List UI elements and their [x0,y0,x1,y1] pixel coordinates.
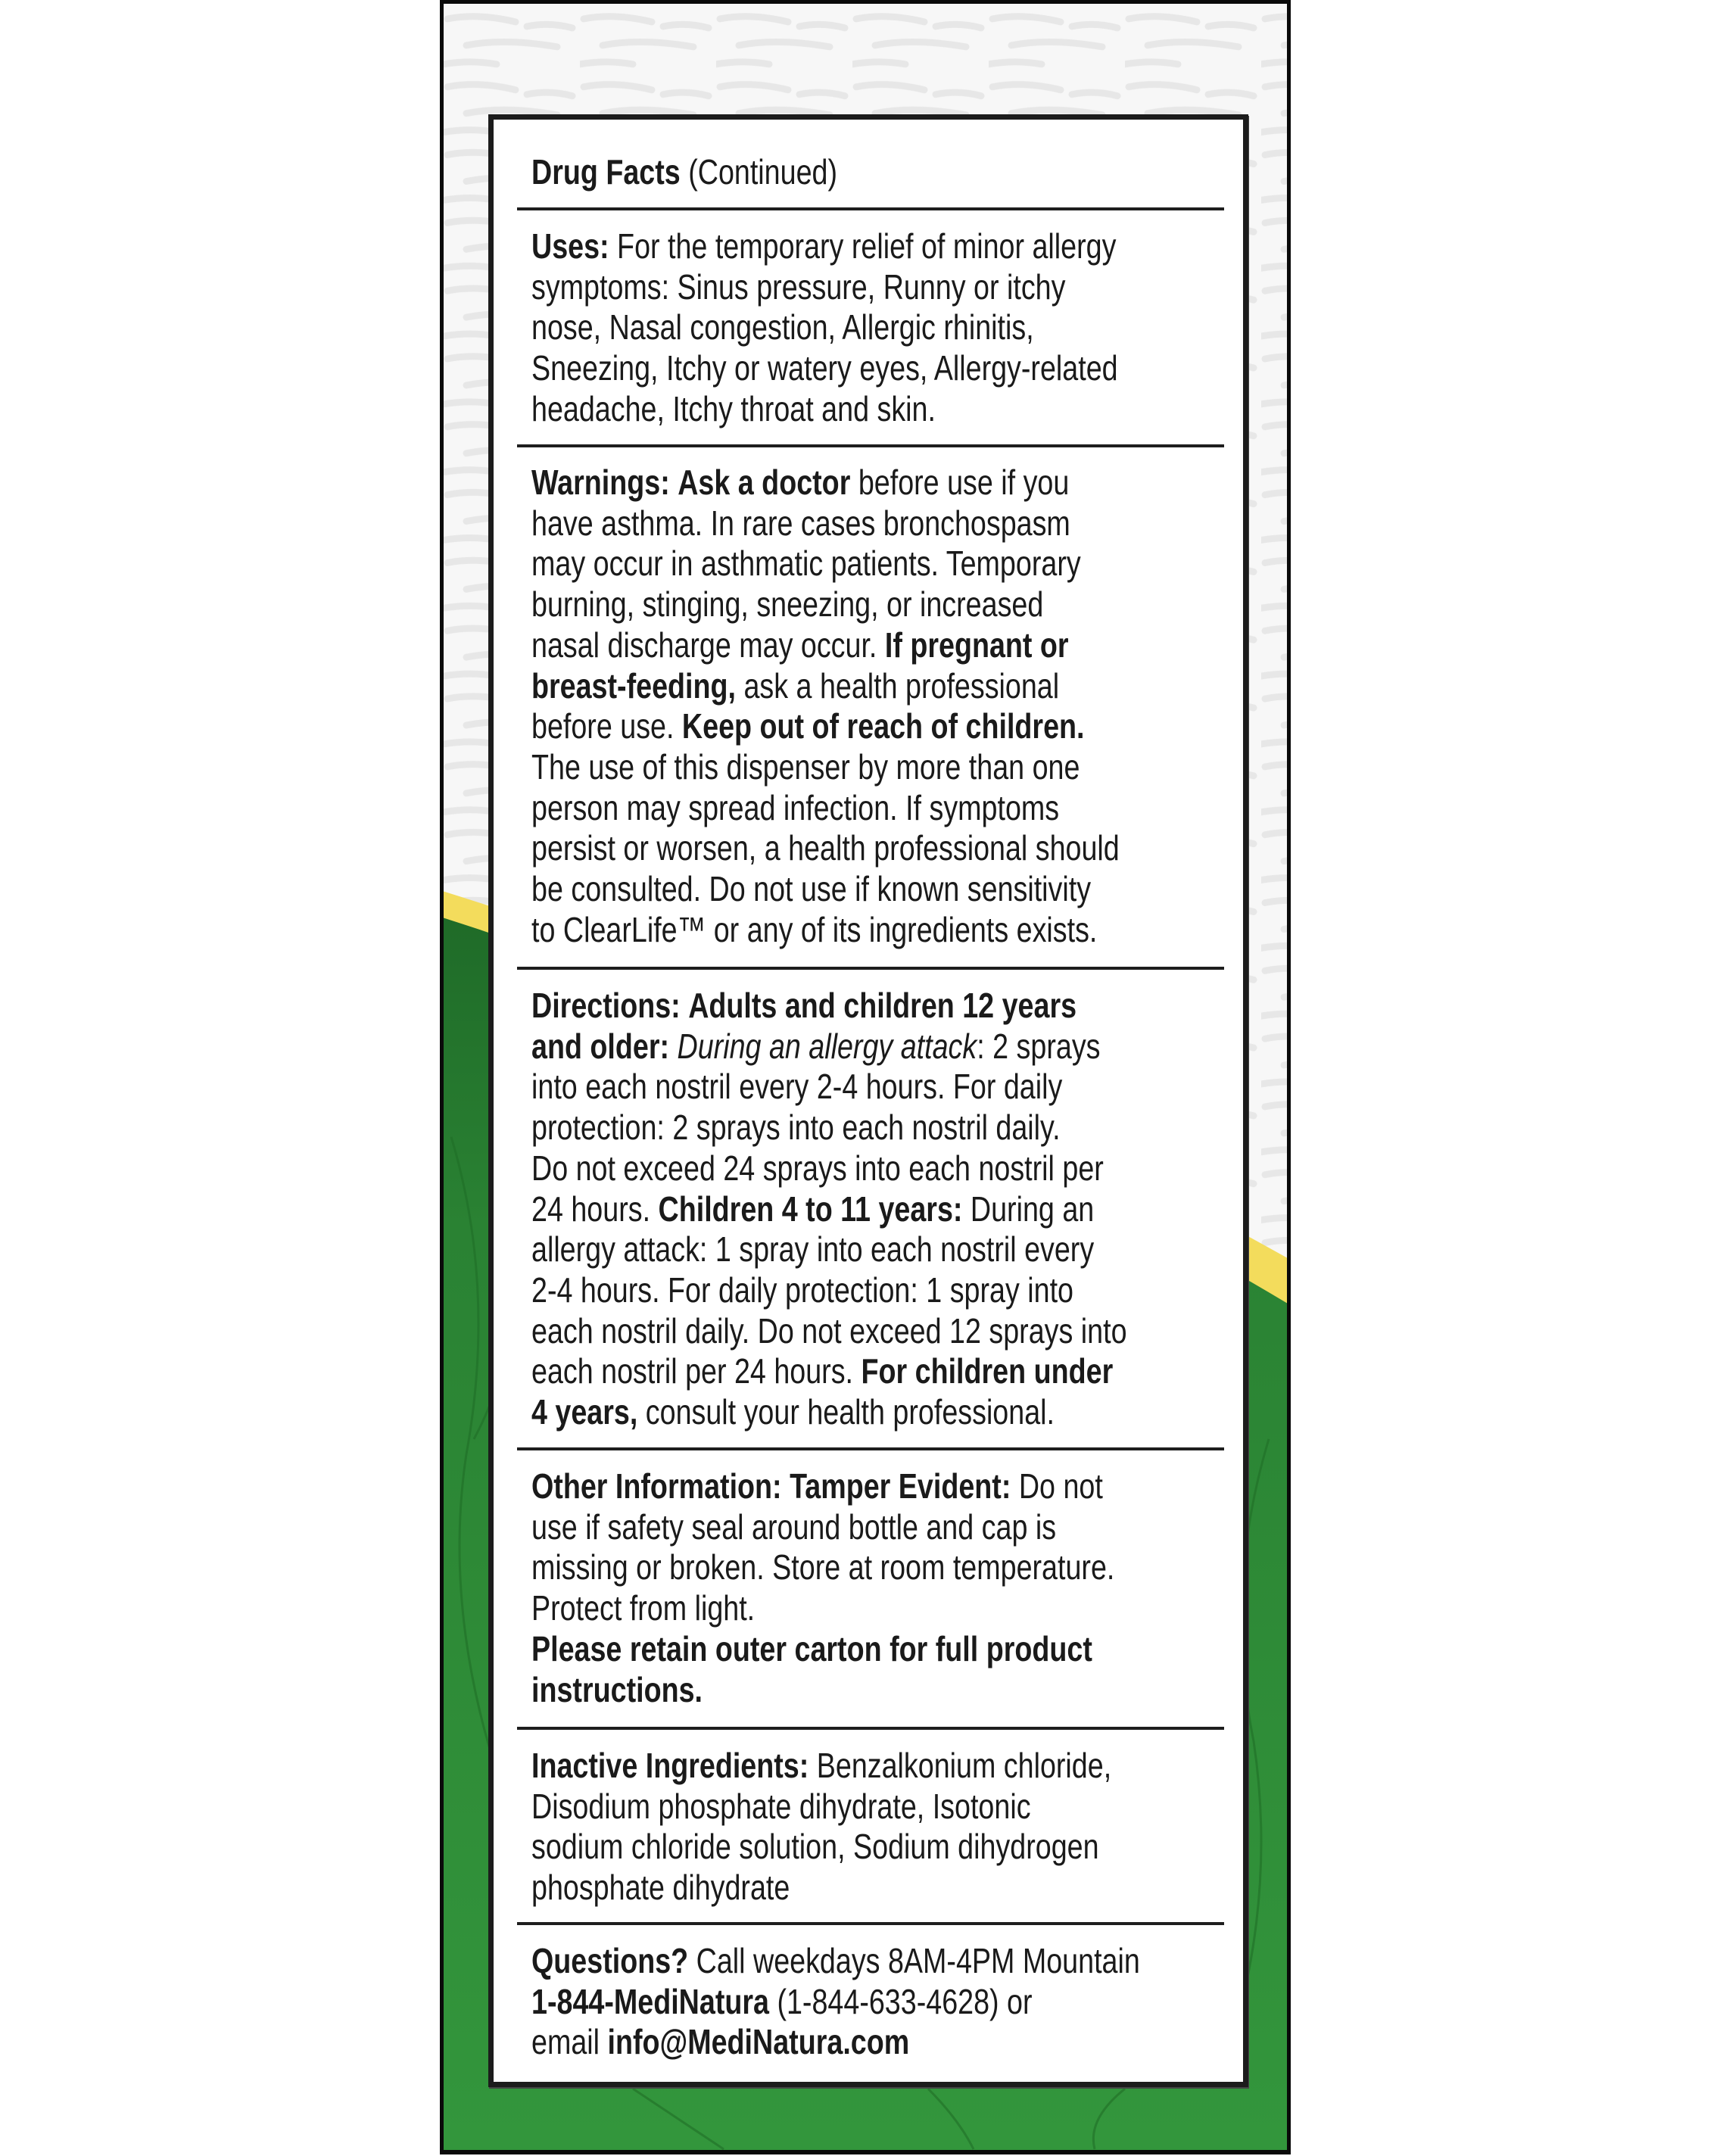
uses-label: Uses: [531,226,609,266]
warnings-text: to ClearLife™ or any of its ingredients exists. [531,909,1098,949]
uses-line: symptoms: Sinus pressure, Runny or itchy [531,266,1066,307]
retain-carton-note: instructions. [531,1669,703,1709]
directions-bold: and older: [531,1026,670,1066]
directions-italic: During an allergy attack [677,1026,977,1066]
title-continued: (Continued) [688,152,838,192]
questions-section [531,1941,1206,2063]
pregnant-warning: breast-feeding, [531,665,736,706]
product-label [440,0,1291,2154]
other-info-label: Other Information: [531,1466,782,1506]
inactive-text: Disodium phosphate dihydrate, Isotonic [531,1786,1031,1826]
divider [517,1922,1224,1925]
warnings-text: nasal discharge may occur. [531,625,877,665]
other-info-text: Do not [1018,1466,1103,1506]
uses-section [531,226,1206,430]
warnings-text: ask a health professional [743,665,1060,706]
other-info-text: use if safety seal around bottle and cap is [531,1506,1057,1547]
directions-bold: Adults and children 12 years [688,986,1077,1025]
warnings-text: be consulted. Do not use if known sensitivity [531,869,1092,909]
other-information-section [531,1466,1206,1710]
divider [517,967,1224,970]
title-bold: Drug Facts [531,152,681,192]
warnings-text: persist or worsen, a health professional should [531,828,1120,868]
email-link[interactable]: info@MediNatura.com [607,2022,910,2062]
directions-text: into each nostril every 2-4 hours. For daily [531,1067,1063,1107]
directions-text: each nostril per 24 hours. [531,1351,854,1391]
questions-text: Call weekdays 8AM-4PM Mountain [696,1941,1140,1980]
warnings-text: before use if you [858,463,1070,502]
warnings-section [531,463,1206,950]
inactive-label: Inactive Ingredients: [531,1746,809,1785]
uses-line: headache, Itchy throat and skin. [531,388,936,428]
divider [517,207,1224,210]
directions-bold: 4 years, [531,1392,638,1432]
directions-text: each nostril daily. Do not exceed 12 sprays into [531,1310,1127,1351]
questions-text: email [531,2022,600,2062]
drug-facts-panel [488,114,1248,2087]
phone-vanity[interactable]: 1-844-MediNatura [531,1981,769,2021]
uses-line: nose, Nasal congestion, Allergic rhinitis, [531,307,1034,347]
warnings-text: have asthma. In rare cases bronchospasm [531,503,1070,543]
warnings-text: The use of this dispenser by more than one [531,746,1080,787]
directions-text: 24 hours. [531,1189,651,1229]
inactive-text: sodium chloride solution, Sodium dihydrogen [531,1827,1099,1867]
divider [517,1727,1224,1730]
uses-line: For the temporary relief of minor allergy [617,226,1117,266]
drug-facts-title [531,151,837,192]
directions-text: consult your health professional. [645,1392,1055,1432]
other-info-text: Protect from light. [531,1588,756,1628]
directions-text: : 2 sprays [977,1026,1101,1066]
directions-text: 2-4 hours. For daily protection: 1 spray into [531,1270,1073,1310]
directions-label: Directions: [531,986,681,1025]
keep-out-of-reach: Keep out of reach of children. [681,706,1085,746]
directions-bold: For children under [861,1351,1114,1391]
pregnant-warning: If pregnant or [884,625,1069,665]
warnings-label: Warnings: [531,463,670,502]
phone-number[interactable]: (1-844-633-4628) or [777,1981,1033,2021]
divider [517,444,1224,447]
directions-text: protection: 2 sprays into each nostril daily. [531,1108,1061,1148]
directions-text: During an [970,1189,1095,1229]
warnings-text: may occur in asthmatic patients. Temporary [531,544,1081,584]
directions-text: allergy attack: 1 spray into each nostril every [531,1229,1095,1270]
warnings-text: person may spread infection. If symptoms [531,787,1060,827]
ask-doctor: Ask a doctor [678,463,851,502]
inactive-text: phosphate dihydrate [531,1868,790,1908]
inactive-text: Benzalkonium chloride, [816,1746,1112,1785]
inactive-ingredients-section [531,1746,1206,1908]
directions-text: Do not exceed 24 sprays into each nostril per [531,1148,1104,1188]
divider [517,1447,1224,1450]
other-info-text: missing or broken. Store at room temperature. [531,1547,1115,1587]
directions-section [531,986,1206,1433]
warnings-text: before use. [531,706,675,746]
uses-line: Sneezing, Itchy or watery eyes, Allergy-related [531,348,1118,388]
directions-bold: Children 4 to 11 years: [658,1189,963,1229]
questions-label: Questions? [531,1941,689,1980]
retain-carton-note: Please retain outer carton for full product [531,1628,1092,1668]
warnings-text: burning, stinging, sneezing, or increased [531,584,1044,625]
tamper-evident: Tamper Evident: [790,1466,1011,1506]
